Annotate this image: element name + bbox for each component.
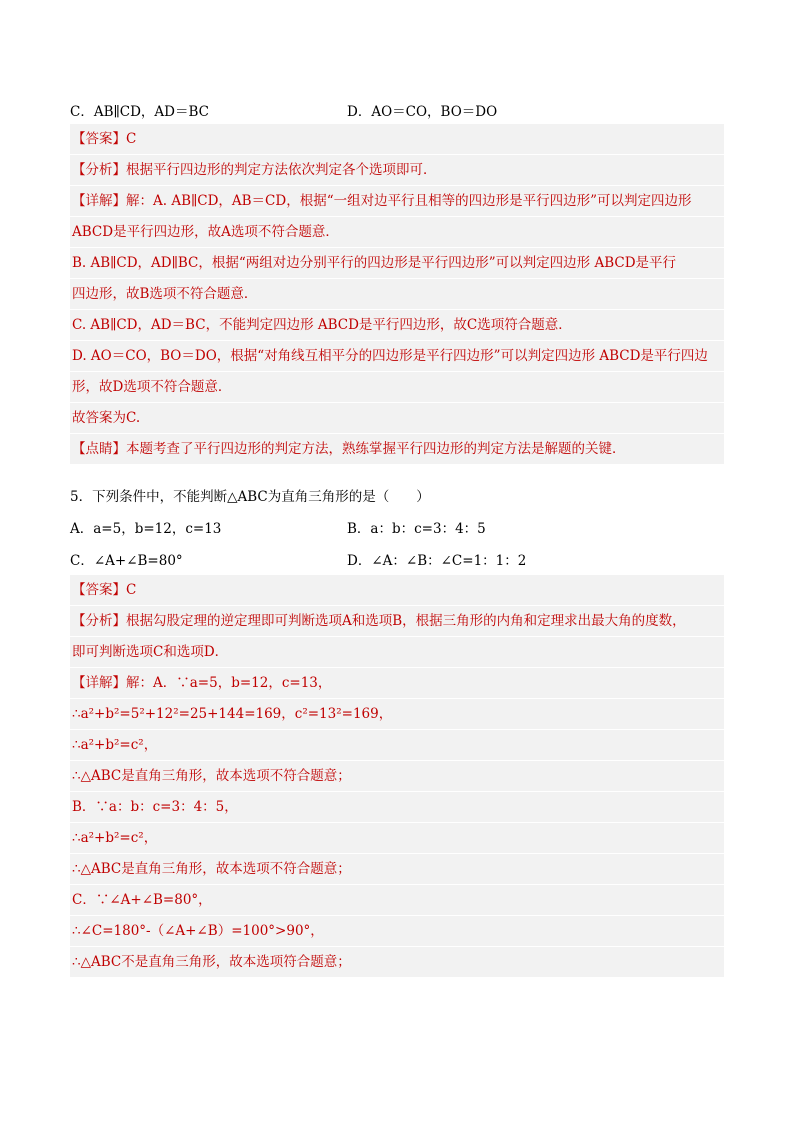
q5-solution-box <box>70 575 724 978</box>
q5-option-b: B．a：b：c=3：4：5 <box>347 521 486 537</box>
q5-options-row-1 <box>70 511 724 543</box>
q5-option-d: D．∠A：∠B：∠C=1：1：2 <box>347 553 527 569</box>
q4-answer-line <box>70 124 724 155</box>
q5-stem: 5．下列条件中，不能判断△ABC为直角三角形的是（ ） <box>70 489 430 505</box>
analysis-text: 根据勾股定理的逆定理即可判断选项A和选项B，根据三角形的内角和定理求出最大角的度数， <box>126 613 686 629</box>
spacer <box>70 465 724 479</box>
q5-option-a: A．a=5，b=12，c=13 <box>70 521 222 537</box>
analysis-text: 根据平行四边形的判定方法依次判定各个选项即可． <box>126 162 437 178</box>
q4-detail-line-6: D. AO＝CO，BO＝DO，根据“对角线互相平分的四边形是平行四边形”可以判定四边形 ABCD是平行四边 <box>70 341 724 372</box>
q5-detail-line-2: ∴a²+b²=5²+12²=25+144=169，c²=13²=169， <box>70 699 724 730</box>
detail-text: 解：A．∵a=5，b=12，c=13， <box>126 675 332 691</box>
q4-detail-line-4: 四边形，故B选项不符合题意． <box>70 279 724 310</box>
q4-detail-line-7: 形，故D选项不符合题意． <box>70 372 724 403</box>
q5-detail-line-9: ∴∠C=180°-（∠A+∠B）=100°>90°， <box>70 916 724 947</box>
q4-option-d: D．AO＝CO，BO＝DO <box>347 104 498 120</box>
detail-tag: 【详解】 <box>72 675 126 691</box>
q4-comment-line <box>70 434 724 465</box>
q5-detail-line-3: ∴a²+b²=c²， <box>70 730 724 761</box>
answer-tag: 【答案】 <box>72 582 126 598</box>
document-page <box>70 96 724 978</box>
q4-solution-box <box>70 124 724 465</box>
q5-detail-line-6: ∴a²+b²=c²， <box>70 823 724 854</box>
answer-tag: 【答案】 <box>72 131 126 147</box>
detail-text: 解：A. AB∥CD，AB＝CD，根据“一组对边平行且相等的四边形是平行四边形”可以判定四边形 <box>126 193 692 209</box>
q4-options-row <box>70 96 724 124</box>
q4-detail-line-2: ABCD是平行四边形，故A选项不符合题意． <box>70 217 724 248</box>
q5-detail-line-10: ∴△ABC不是直角三角形，故本选项符合题意； <box>70 947 724 978</box>
comment-tag: 【点睛】 <box>72 441 126 457</box>
comment-text: 本题考查了平行四边形的判定方法，熟练掌握平行四边形的判定方法是解题的关键． <box>126 441 626 457</box>
analysis-tag: 【分析】 <box>72 162 126 178</box>
answer-value: C <box>126 131 137 147</box>
answer-value: C <box>126 582 137 598</box>
q5-detail-line-5: B．∵a：b：c=3：4：5， <box>70 792 724 823</box>
q4-detail-line-3: B. AB∥CD，AD∥BC，根据“两组对边分别平行的四边形是平行四边形”可以判定四边形 ABCD是平行 <box>70 248 724 279</box>
q4-option-c: C．AB∥CD，AD＝BC <box>70 104 209 120</box>
q5-analysis-line-2: 即可判断选项C和选项D． <box>70 637 724 668</box>
q4-detail-line-5: C. AB∥CD，AD＝BC，不能判定四边形 ABCD是平行四边形，故C选项符合题意． <box>70 310 724 341</box>
q5-analysis-line-1 <box>70 606 724 637</box>
q5-detail-line-1 <box>70 668 724 699</box>
q5-detail-line-4: ∴△ABC是直角三角形，故本选项不符合题意； <box>70 761 724 792</box>
q5-options-row-2 <box>70 543 724 575</box>
q5-detail-line-8: C．∵∠A+∠B=80°， <box>70 885 724 916</box>
q5-detail-line-7: ∴△ABC是直角三角形，故本选项不符合题意； <box>70 854 724 885</box>
q4-detail-line-1 <box>70 186 724 217</box>
analysis-tag: 【分析】 <box>72 613 126 629</box>
detail-tag: 【详解】 <box>72 193 126 209</box>
q4-analysis-line <box>70 155 724 186</box>
q5-option-c: C．∠A+∠B=80° <box>70 553 183 569</box>
q5-answer-line <box>70 575 724 606</box>
q4-detail-line-8: 故答案为C. <box>70 403 724 434</box>
